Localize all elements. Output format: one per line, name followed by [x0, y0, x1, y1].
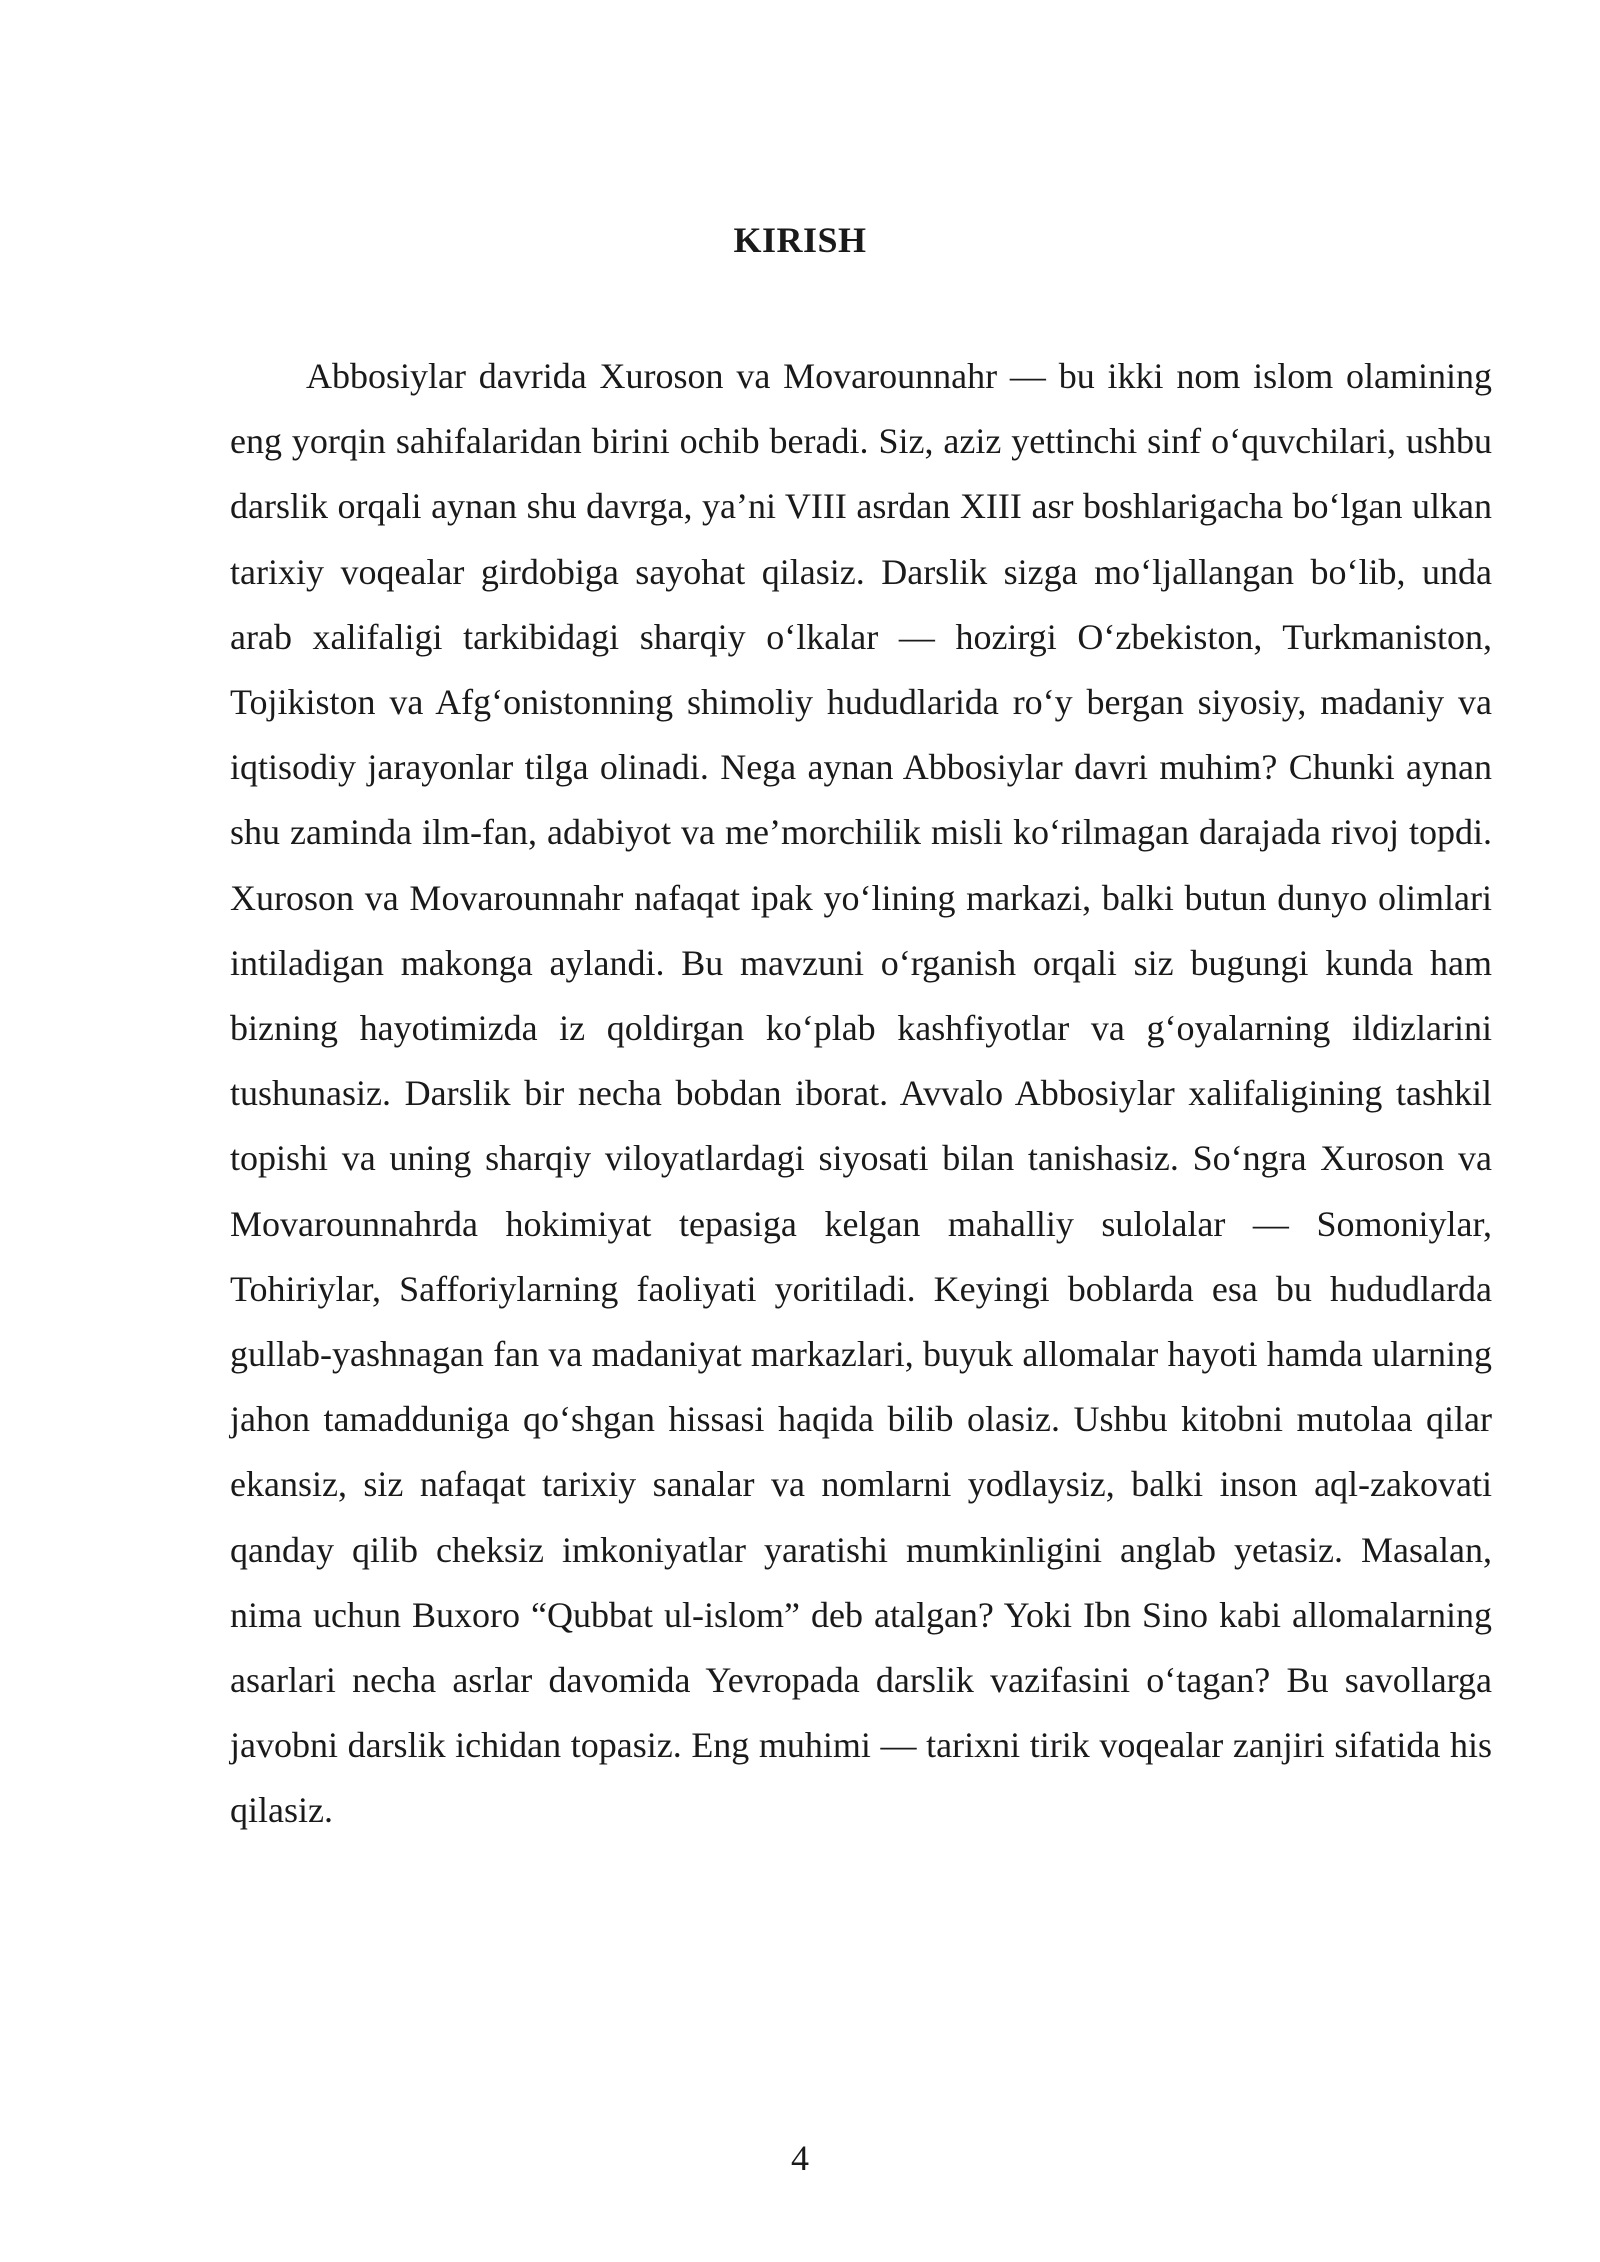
- body-paragraph: Abbosiylar davrida Xuroson va Movarounnahr — bu ikki nom islom olamining eng yorqin sahifalaridan birini ochib beradi. Siz, aziz yettinchi sinf o‘quvchilari, ushbu darslik orqali aynan shu davrga, ya’ni VIII asrdan XIII asr boshlarigacha bo‘lgan ulkan tarixiy voqealar girdobiga sayohat qilasiz. Darslik sizga mo‘ljallangan bo‘lib, unda arab xalifaligi tarkibidagi sharqiy o‘lkalar — hozirgi O‘zbekiston, Turkmaniston, Tojikiston va Afg‘onistonning shimoliy hududlarida ro‘y bergan siyosiy, madaniy va iqtisodiy jarayonlar tilga olinadi. Nega aynan Abbosiylar davri muhim? Chunki aynan shu zaminda ilm-fan, adabiyot va me’morchilik misli ko‘rilmagan darajada rivoj topdi. Xuroson va Movarounnahr nafaqat ipak yo‘lining markazi, balki butun dunyo olimlari intiladigan makonga aylandi. Bu mavzuni o‘rganish orqali siz bugungi kunda ham bizning hayotimizda iz qoldirgan ko‘plab kashfiyotlar va g‘oyalarning ildizlarini tushunasiz. Darslik bir necha bobdan iborat. Avvalo Abbosiylar xalifaligining tashkil topishi va uning sharqiy viloyatlardagi siyosati bilan tanishasiz. So‘ngra Xuroson va Movarounnahrda hokimiyat tepasiga kelgan mahalliy sulolalar — Somoniylar, Tohiriylar, Safforiylarning faoliyati yoritiladi. Keyingi boblarda esa bu hududlarda gullab-yashnagan fan va madaniyat markazlari, buyuk allomalar hayoti hamda ularning jahon tamadduniga qo‘shgan hissasi haqida bilib olasiz. Ushbu kitobni mutolaa qilar ekansiz, siz nafaqat tarixiy sanalar va nomlarni yodlaysiz, balki inson aql-zakovati qanday qilib cheksiz imkoniyatlar yaratishi mumkinligini anglab yetasiz. Masalan, nima uchun Buxoro “Qubbat ul-islom” deb atalgan? Yoki Ibn Sino kabi allomalarning asarlari necha asrlar davomida Yevropada darslik vazifasini o‘tagan? Bu savollarga javobni darslik ichidan topasiz. Eng muhimi — tarixni tirik voqealar zanjiri sifatida his qilasiz.: [230, 356, 1492, 1831]
- page-number: 4: [791, 2138, 809, 2178]
- page-title: KIRISH: [733, 220, 867, 260]
